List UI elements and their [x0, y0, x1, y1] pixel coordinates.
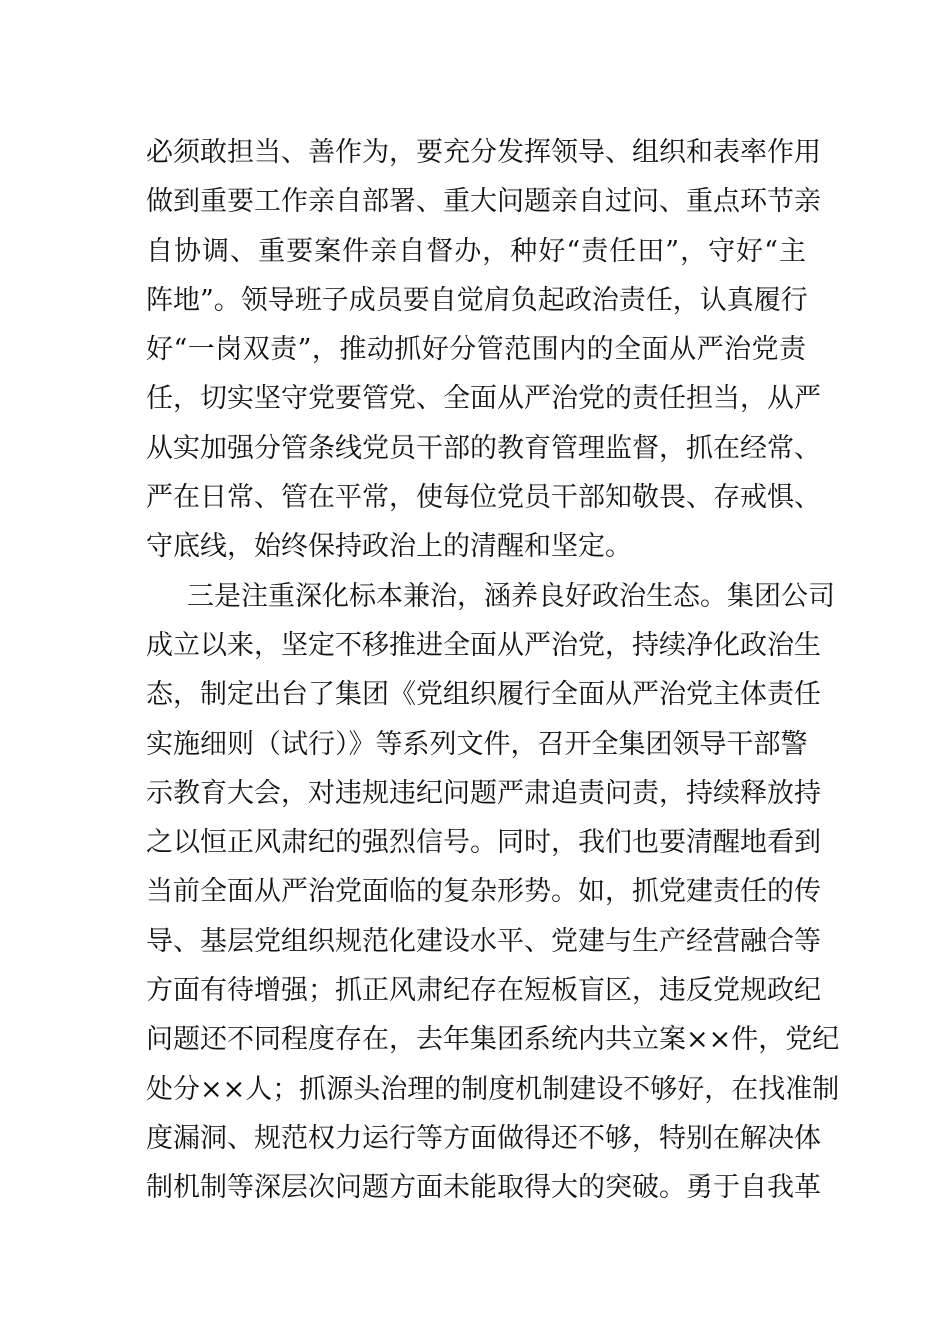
text-line: 导、基层党组织规范化建设水平、党建与生产经营融合等 [146, 925, 821, 957]
text-line: 任，切实坚守党要管党、全面从严治党的责任担当，从严 [146, 383, 821, 415]
text-line: 态，制定出台了集团《党组织履行全面从严治党主体责任 [146, 679, 821, 711]
text-line: 实施细则（试行）》等系列文件，召开全集团领导干部警 [146, 728, 808, 760]
text-line: 方面有待增强；抓正风肃纪存在短板盲区，违反党规政纪 [146, 975, 821, 1007]
text-line: 从实加强分管条线党员干部的教育管理监督，抓在经常、 [146, 432, 821, 464]
text-line: 当前全面从严治党面临的复杂形势。如，抓党建责任的传 [146, 876, 821, 908]
text-line: 之以恒正风肃纪的强烈信号。同时，我们也要清醒地看到 [146, 827, 821, 859]
text-line: 做到重要工作亲自部署、重大问题亲自过问、重点环节亲 [146, 186, 821, 218]
text-line: 阵地”。领导班子成员要自觉肩负起政治责任，认真履行 [146, 284, 808, 316]
text-line: 好“一岗双责”，推动抓好分管范围内的全面从严治党责 [146, 334, 806, 366]
text-line: 度漏洞、规范权力运行等方面做得还不够，特别在解决体 [146, 1122, 821, 1154]
body-text [146, 128, 840, 1213]
paragraph-start-line: 三是注重深化标本兼治，涵养良好政治生态。集团公司 [187, 580, 835, 612]
text-line: 必须敢担当、善作为，要充分发挥领导、组织和表率作用 [146, 137, 821, 168]
text-line: 成立以来，坚定不移推进全面从严治党，持续净化政治生 [146, 629, 821, 661]
text-line: 自协调、重要案件亲自督办，种好“责任田”，守好“主 [146, 235, 806, 267]
text-line: 制机制等深层次问题方面未能取得大的突破。勇于自我革 [146, 1172, 821, 1204]
text-line: 严在日常、管在平常，使每位党员干部知敬畏、存戒惧、 [146, 482, 821, 514]
text-line: 守底线，始终保持政治上的清醒和坚定。 [146, 531, 632, 563]
text-line: 示教育大会，对违规违纪问题严肃追责问责，持续释放持 [146, 777, 821, 809]
text-line: 问题还不同程度存在，去年集团系统内共立案××件，党纪 [146, 1024, 840, 1056]
text-line: 处分××人；抓源头治理的制度机制建设不够好，在找准制 [146, 1073, 840, 1105]
